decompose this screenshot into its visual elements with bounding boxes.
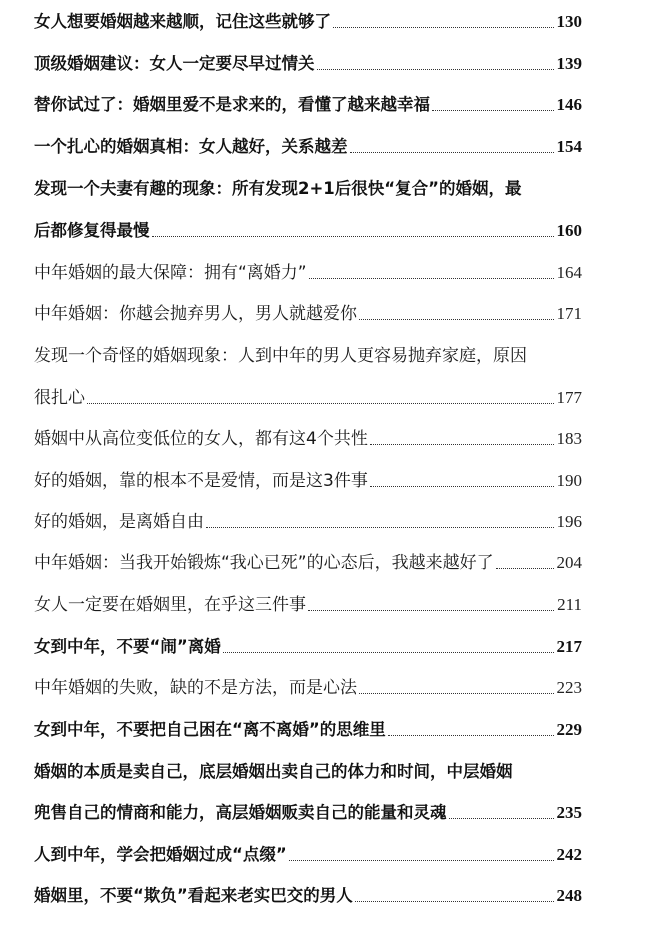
toc-entry-page: 211	[557, 595, 582, 614]
toc-entry-title: 人到中年，学会把婚姻过成“点缀”	[34, 845, 287, 864]
toc-entry-page: 139	[556, 54, 582, 73]
dot-leader	[289, 860, 554, 861]
dot-leader	[496, 568, 554, 569]
toc-entry-line1[interactable]	[34, 343, 582, 369]
toc-entry-title: 好的婚姻，靠的根本不是爱情，而是这3件事	[34, 471, 368, 491]
toc-entry-page: 183	[556, 429, 582, 448]
toc-entry-title: 发现一个夫妻有趣的现象：所有发现2+1后很快“复合”的婚姻，最	[34, 179, 522, 198]
toc-entry-title: 顶级婚姻建议：女人一定要尽早过情关	[34, 54, 315, 73]
toc-entry[interactable]	[34, 634, 582, 660]
toc-entry[interactable]	[34, 592, 582, 618]
toc-entry-title: 中年婚姻的失败，缺的不是方法，而是心法	[34, 678, 357, 698]
dot-leader	[223, 652, 554, 653]
toc-entry-page: 223	[556, 678, 582, 697]
toc-entry-line1[interactable]	[34, 176, 582, 202]
toc-entry-page: 242	[556, 845, 582, 864]
dot-leader	[87, 403, 554, 404]
toc-entry-page: 204	[556, 553, 582, 572]
toc-entry-title: 女人想要婚姻越来越顺，记住这些就够了	[34, 12, 331, 31]
toc-entry[interactable]	[34, 717, 582, 743]
dot-leader	[308, 610, 554, 611]
toc-entry-title: 很扎心	[34, 388, 85, 408]
toc-entry-title: 兜售自己的情商和能力，高层婚姻贩卖自己的能量和灵魂	[34, 803, 447, 822]
toc-entry-page: 248	[556, 886, 582, 905]
toc-entry[interactable]	[34, 426, 582, 452]
toc-entry[interactable]	[34, 134, 582, 160]
dot-leader	[206, 527, 554, 528]
toc-entry-line2[interactable]	[34, 218, 582, 244]
toc-entry-title: 婚姻中从高位变低位的女人，都有这4个共性	[34, 429, 368, 449]
dot-leader	[449, 818, 554, 819]
toc-entry[interactable]	[34, 92, 582, 118]
dot-leader	[355, 901, 554, 902]
toc-entry-page: 171	[556, 304, 582, 323]
toc-entry-line1[interactable]	[34, 759, 582, 785]
toc-entry-title: 一个扎心的婚姻真相：女人越好，关系越差	[34, 137, 348, 156]
dot-leader	[359, 319, 554, 320]
dot-leader	[359, 693, 554, 694]
dot-leader	[333, 27, 554, 28]
dot-leader	[350, 152, 554, 153]
toc-entry-title: 女人一定要在婚姻里，在乎这三件事	[34, 595, 306, 615]
toc-entry[interactable]	[34, 842, 582, 868]
toc-entry[interactable]	[34, 260, 582, 286]
toc-entry-page: 217	[556, 637, 582, 656]
dot-leader	[309, 278, 554, 279]
toc-entry-title: 婚姻的本质是卖自己，底层婚姻出卖自己的体力和时间，中层婚姻	[34, 762, 513, 781]
toc-entry-title: 后都修复得最慢	[34, 221, 150, 240]
toc-entry-page: 235	[556, 803, 582, 822]
toc-entry[interactable]	[34, 51, 582, 77]
dot-leader	[152, 236, 554, 237]
toc-entry[interactable]	[34, 509, 582, 535]
toc-entry-page: 130	[556, 12, 582, 31]
toc-entry-title: 中年婚姻：当我开始锻炼“我心已死”的心态后，我越来越好了	[34, 553, 494, 573]
toc-entry-title: 中年婚姻：你越会抛弃男人，男人就越爱你	[34, 304, 357, 324]
toc-entry[interactable]	[34, 883, 582, 909]
toc-entry[interactable]	[34, 301, 582, 327]
toc-entry-title: 替你试过了：婚姻里爱不是求来的，看懂了越来越幸福	[34, 95, 430, 114]
toc-entry-title: 女到中年，不要把自己困在“离不离婚”的思维里	[34, 720, 386, 739]
toc-entry[interactable]	[34, 675, 582, 701]
dot-leader	[388, 735, 554, 736]
toc-entry-line2[interactable]	[34, 385, 582, 411]
toc-entry-title: 婚姻里，不要“欺负”看起来老实巴交的男人	[34, 886, 353, 905]
toc-entry-title: 好的婚姻，是离婚自由	[34, 512, 204, 532]
toc-entry-line2[interactable]	[34, 800, 582, 826]
toc-entry-title: 发现一个奇怪的婚姻现象：人到中年的男人更容易抛弃家庭，原因	[34, 346, 527, 366]
toc-entry-page: 190	[556, 471, 582, 490]
dot-leader	[317, 69, 554, 70]
dot-leader	[370, 486, 554, 487]
toc-entry[interactable]	[34, 468, 582, 494]
dot-leader	[432, 110, 554, 111]
toc-entry-page: 164	[556, 263, 582, 282]
dot-leader	[370, 444, 554, 445]
toc-entry-page: 160	[556, 221, 582, 240]
toc-entry[interactable]	[34, 550, 582, 576]
toc-entry-page: 154	[556, 137, 582, 156]
toc-entry-title: 女到中年，不要“闹”离婚	[34, 637, 221, 656]
toc-entry-page: 146	[556, 95, 582, 114]
toc-entry-page: 196	[556, 512, 582, 531]
toc-entry-title: 中年婚姻的最大保障：拥有“离婚力”	[34, 263, 307, 283]
toc-entry-page: 177	[556, 388, 582, 407]
toc-entry-page: 229	[556, 720, 582, 739]
toc-entry[interactable]	[34, 9, 582, 35]
